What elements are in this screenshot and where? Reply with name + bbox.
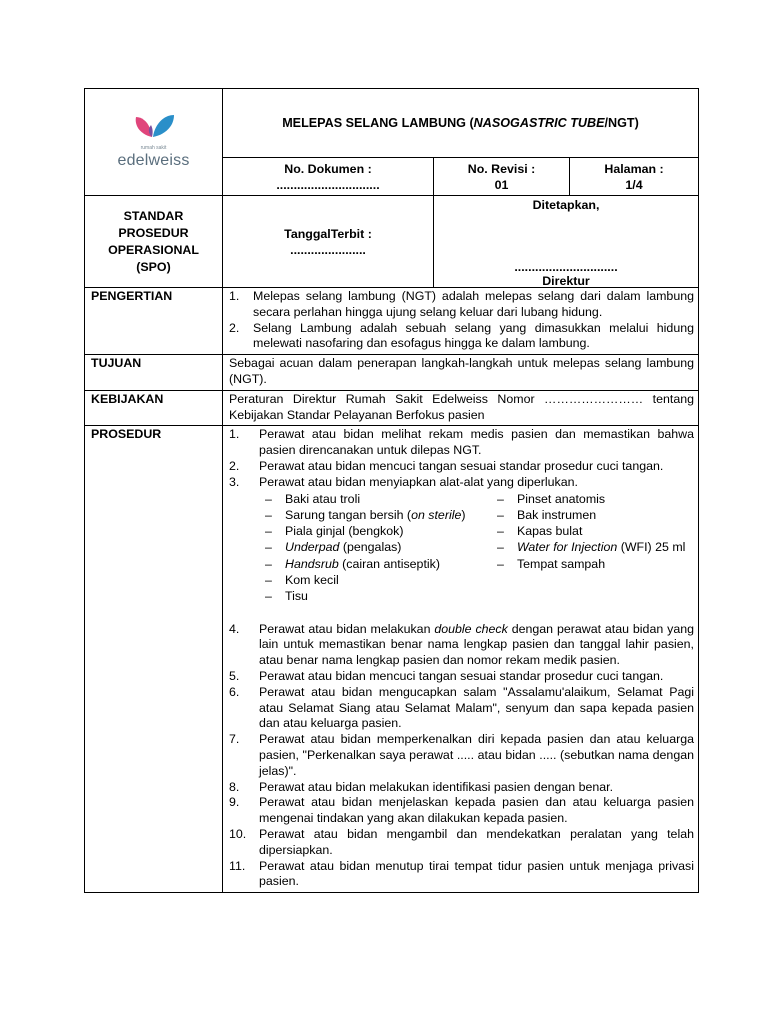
tool-item: – Water for Injection (WFI) 25 ml — [497, 539, 694, 555]
list-item: 9. Perawat atau bidan menjelaskan kepada pasien dan atau keluarga pasien mengenai tindakan yang akan dilakukan kepada pasien. — [229, 795, 694, 826]
tanggal-terbit-value: ...................... — [290, 242, 366, 257]
pengertian-label: PENGERTIAN — [85, 288, 223, 355]
ditetapkan-label: Ditetapkan, — [532, 198, 600, 212]
no-revisi-cell — [434, 158, 570, 196]
halaman-value: 1/4 — [625, 177, 643, 192]
kebijakan-content: Peraturan Direktur Rumah Sakit Edelweiss Nomor …………………… tentang Kebijakan Standar Pelayanan Berfokus pasien — [223, 390, 699, 426]
no-revisi-label: No. Revisi : — [467, 161, 536, 176]
list-item: 8. Perawat atau bidan melakukan identifikasi pasien dengan benar. — [229, 779, 614, 794]
tool-item: – Sarung tangan bersih (on sterile) — [265, 507, 479, 523]
tujuan-content: Sebagai acuan dalam penerapan langkah-langkah untuk melepas selang lambung (NGT). — [223, 355, 699, 391]
prosedur-content — [223, 426, 699, 893]
tanggal-terbit-cell — [223, 196, 434, 288]
halaman-cell — [570, 158, 699, 196]
tool-item: – Pinset anatomis — [497, 491, 694, 507]
halaman-label: Halaman : — [604, 161, 664, 176]
list-item: 6. Perawat atau bidan mengucapkan salam "Assalamu'alaikum, Selamat Pagi atau Selamat Siang atau Selamat Malam", senyum dan sapa kepada pasien dan atau keluarga pasien. — [229, 684, 694, 731]
tool-item: – Tisu — [265, 588, 479, 604]
no-dokumen-label: No. Dokumen : — [284, 161, 372, 176]
signature-dots: .............................. — [514, 260, 618, 274]
butterfly-logo-icon — [104, 107, 204, 147]
no-dokumen-cell — [223, 158, 434, 196]
list-item: 1. Melepas selang lambung (NGT) adalah melepas selang dari dalam lambung secara perlahan hingga ujung selang keluar dari lubang hidung. — [229, 289, 694, 319]
no-revisi-value: 01 — [494, 177, 509, 192]
list-item: 2. Selang Lambung adalah sebuah selang yang dimasukkan melalui hidung melewati nasofaring dan esofagus hingga ke dalam lambung. — [229, 320, 694, 351]
document-title: MELEPAS SELANG LAMBUNG (NASOGASTRIC TUBE/NGT) — [223, 89, 699, 158]
spo-label-cell: STANDAR PROSEDUR OPERASIONAL (SPO) — [85, 196, 223, 288]
list-item: 2. Perawat atau bidan mencuci tangan sesuai standar prosedur cuci tangan. — [229, 458, 664, 473]
list-item: 3. Perawat atau bidan menyiapkan alat-alat yang diperlukan. — [229, 474, 578, 489]
list-item: 7. Perawat atau bidan memperkenalkan diri kepada pasien dan atau keluarga pasien, "Perkenalkan saya perawat ..... atau bidan ..... (sebutkan nama dengan jelas)". — [229, 732, 694, 778]
logo-tagline: rumah sakit — [140, 145, 167, 151]
list-item: 1. Perawat atau bidan melihat rekam medis pasien dan memastikan bahwa pasien direncanakan untuk dilepas NGT. — [229, 427, 694, 458]
hospital-logo — [104, 107, 204, 177]
spacer — [229, 605, 694, 622]
prosedur-label: PROSEDUR — [85, 426, 223, 893]
spo-document-table — [84, 88, 699, 893]
list-item: 10. Perawat atau bidan mengambil dan mendekatkan peralatan yang telah dipersiapkan. — [229, 827, 694, 857]
tool-item: – Bak instrumen — [497, 507, 694, 523]
list-item: 4. Perawat atau bidan melakukan double check dengan perawat atau bidan yang lain untuk memastikan benar nama lengkap pasien dan tanggal lahir pasien, atau benar nama lengkap pasien dan nomor rekam medik pasien. — [229, 621, 694, 668]
tool-item: – Baki atau troli — [265, 491, 479, 507]
tool-item: – Handsrub (cairan antiseptik) — [265, 556, 479, 572]
list-item: 5. Perawat atau bidan mencuci tangan sesuai standar prosedur cuci tangan. — [229, 669, 664, 684]
direktur-label: Direktur — [542, 274, 590, 288]
tool-item: – Underpad (pengalas) — [265, 539, 479, 555]
pengertian-content — [223, 288, 699, 355]
ditetapkan-cell — [434, 196, 699, 288]
tool-item: – Kom kecil — [265, 572, 479, 588]
tool-item: – Kapas bulat — [497, 523, 694, 539]
logo-brand-text: edelweiss — [117, 152, 190, 169]
tool-item: – Piala ginjal (bengkok) — [265, 523, 479, 539]
tujuan-label: TUJUAN — [85, 355, 223, 391]
kebijakan-label: KEBIJAKAN — [85, 390, 223, 426]
list-item: 11. Perawat atau bidan menutup tirai tempat tidur pasien untuk menjaga privasi pasien. — [229, 858, 694, 889]
logo-cell — [85, 89, 223, 196]
no-dokumen-value: .............................. — [276, 177, 380, 192]
tool-item: – Tempat sampah — [497, 556, 694, 572]
tools-list — [229, 491, 694, 605]
tanggal-terbit-label: TanggalTerbit : — [284, 226, 372, 241]
